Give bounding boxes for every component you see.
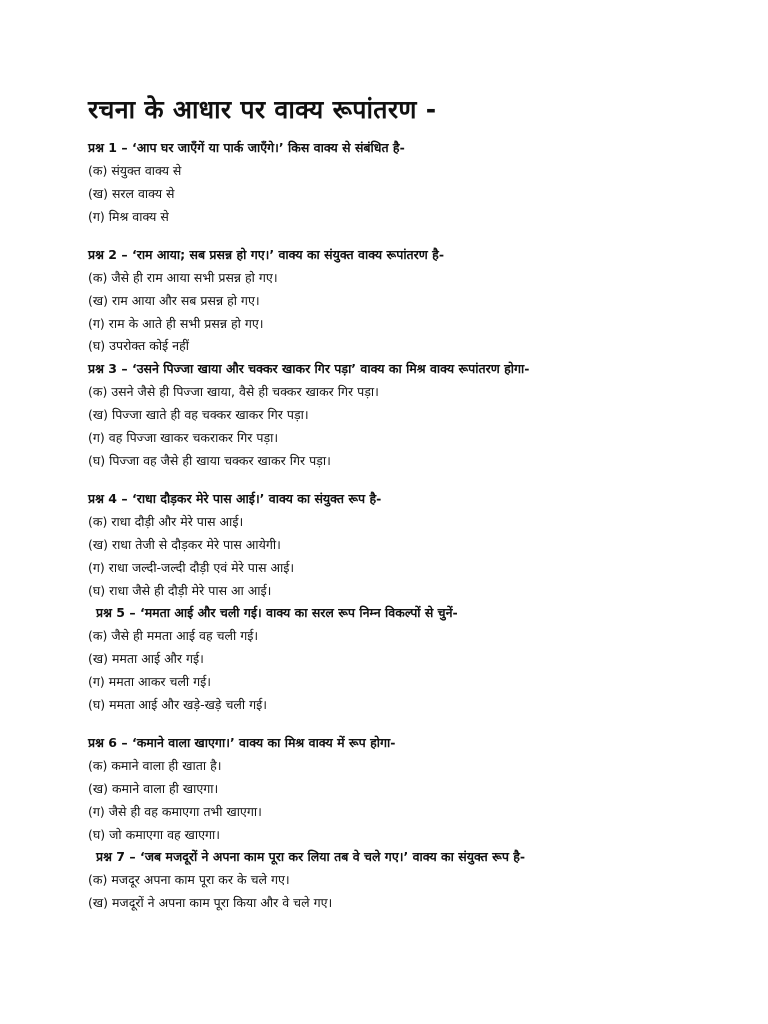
option: (ख) कमाने वाला ही खाएगा।: [88, 781, 219, 796]
option: (क) कमाने वाला ही खाता है।: [88, 758, 222, 773]
question-7: प्रश्न 7 – ‘जब मजदूरों ने अपना काम पूरा कर लिया तब वे चले गए।’ वाक्य का संयुक्त रूप है-: [96, 849, 526, 864]
option: (ख) ममता आई और गई।: [88, 651, 204, 666]
question-3: प्रश्न 3 – ‘उसने पिज्जा खाया और चक्कर खाकर गिर पड़ा’ वाक्य का मिश्र वाक्य रूपांतरण होगा-: [88, 361, 530, 376]
option: (ख) मजदूरों ने अपना काम पूरा किया और वे चले गए।: [88, 895, 333, 910]
question-1: प्रश्न 1 – ‘आप घर जाएँगें या पार्क जाएँगे।’ किस वाक्य से संबंधित है-: [88, 140, 405, 155]
option: (ग) राम के आते ही सभी प्रसन्न हो गए।: [88, 316, 264, 331]
option: (घ) उपरोक्त कोई नहीं: [88, 338, 189, 353]
option: (ग) जैसे ही वह कमाएगा तभी खाएगा।: [88, 804, 262, 819]
option: (क) मजदूर अपना काम पूरा कर के चले गए।: [88, 872, 290, 887]
option: (क) जैसे ही ममता आई वह चली गई।: [88, 628, 259, 643]
option: (ख) पिज्जा खाते ही वह चक्कर खाकर गिर पड़ा।: [88, 407, 309, 422]
option: (घ) पिज्जा वह जैसे ही खाया चक्कर खाकर गिर पड़ा।: [88, 453, 331, 468]
option: (ग) ममता आकर चली गई।: [88, 674, 212, 689]
option: (ख) राधा तेजी से दौड़कर मेरे पास आयेगी।: [88, 537, 281, 552]
option: (घ) ममता आई और खड़े-खड़े चली गई।: [88, 697, 268, 712]
question-6: प्रश्न 6 – ‘कमाने वाला खाएगा।’ वाक्य का मिश्र वाक्य में रूप होगा-: [88, 735, 396, 750]
option: (ग) राधा जल्दी-जल्दी दौड़ी एवं मेरे पास आई।: [88, 560, 295, 575]
option: (घ) जो कमाएगा वह खाएगा।: [88, 827, 221, 842]
option: (क) राधा दौड़ी और मेरे पास आई।: [88, 514, 244, 529]
page-title: रचना के आधार पर वाक्य रूपांतरण -: [88, 95, 437, 124]
option: (ग) वह पिज्जा खाकर चकराकर गिर पड़ा।: [88, 430, 279, 445]
question-4: प्रश्न 4 – ‘राधा दौड़कर मेरे पास आई।’ वाक्य का संयुक्त रूप है-: [88, 491, 382, 506]
option: (क) संयुक्त वाक्य से: [88, 163, 182, 178]
option: (ख) राम आया और सब प्रसन्न हो गए।: [88, 293, 260, 308]
option: (घ) राधा जैसे ही दौड़ी मेरे पास आ आई।: [88, 583, 272, 598]
question-5: प्रश्न 5 – ‘ममता आई और चली गई। वाक्य का सरल रूप निम्न विकल्पों से चुनें-: [96, 605, 458, 620]
question-2: प्रश्न 2 – ‘राम आया; सब प्रसन्न हो गए।’ वाक्य का संयुक्त वाक्य रूपांतरण है-: [88, 247, 445, 262]
option: (ग) मिश्र वाक्य से: [88, 209, 169, 224]
option: (ख) सरल वाक्य से: [88, 186, 175, 201]
option: (क) उसने जैसे ही पिज्जा खाया, वैसे ही चक्कर खाकर गिर पड़ा।: [88, 384, 379, 399]
option: (क) जैसे ही राम आया सभी प्रसन्न हो गए।: [88, 270, 278, 285]
